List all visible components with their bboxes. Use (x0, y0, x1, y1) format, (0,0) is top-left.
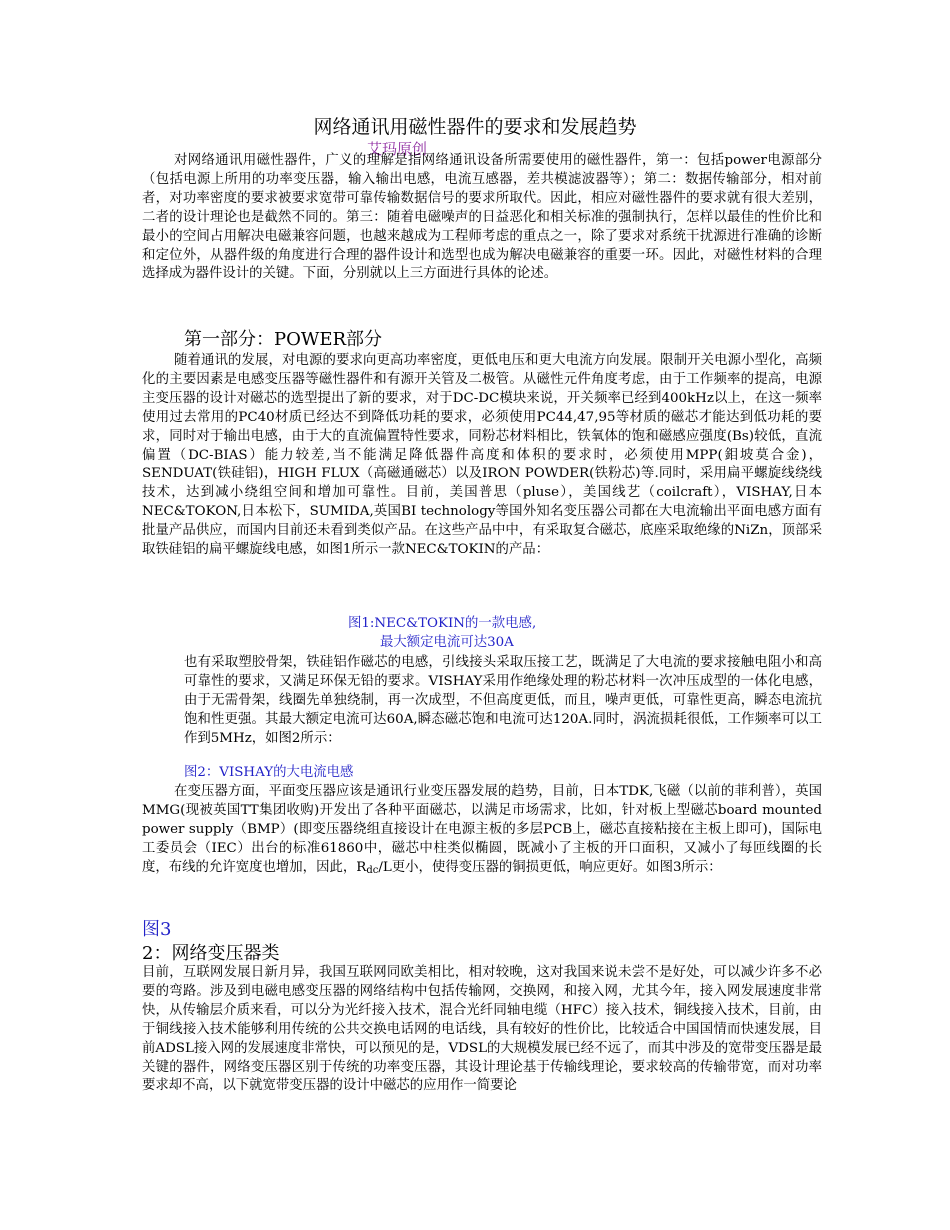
section1-paragraph-3 (142, 783, 822, 878)
rdc-subscript: dc (366, 864, 379, 876)
paragraph3-text-a: 在变压器方面，平面变压器应该是通讯行业变压器发展的趋势，目前，日本TDK,飞磁（以前的菲利普），英国MMG(现被英国TT集团收购)开发出了各种平面磁芯，以满足市场需求，比如，针对板上型磁芯board mounted power supply（BMP）(即变压器绕组直接设计在电源主板的多层PCB上，磁芯直接粘接在主板上即可)，国际电工委员会（IEC）出台的标准61860中，磁芯中柱类似椭圆，既减小了主板的开口面积，又减小了每匝线圈的长度，布线的允许宽度也增加，因此，R (142, 784, 822, 875)
section1-paragraph-1: 随着通讯的发展，对电源的要求向更高功率密度，更低电压和更大电流方向发展。限制开关电源小型化，高频化的主要因素是电感变压器等磁性器件和有源开关管及二极管。从磁性元件角度考虑，由于工作频率的提高，电源主变压器的设计对磁芯的选型提出了新的要求，对于DC-DC模块来说，开关频率已经到400kHz以上，在这一频率使用过去常用的PC40材质已经达不到降低功耗的要求，必须使用PC44,47,95等材质的磁芯才能达到低功耗的要求，同时对于输出电感，由于大的直流偏置特性要求，同粉芯材料相比，铁氧体的饱和磁感应强度(Bs)较低，直流偏置（DC-BIAS）能力较差,当不能满足降低器件高度和体积的要求时，必须使用MPP(鉬坡莫合金)，SENDUAT(铁硅铝)，HIGH FLUX（高磁通磁芯）以及IRON POWDER(铁粉芯)等.同时，采用扁平螺旋线绕线技术，达到减小绕组空间和增加可靠性。目前，美国普思（pluse），美国线艺（coilcraft），VISHAY,日本NEC&TOKON,日本松下，SUMIDA,英国BI technology等国外知名变压器公司都在大电流输出平面电感方面有批量产品供应，而国内目前还未看到类似产品。在这些产品中中，有采取复合磁芯，底座采取绝缘的NiZn，顶部采取铁硅铝的扁平螺旋线电感，如图1所示一款NEC&TOKIN的产品： (142, 353, 823, 558)
paragraph3-text-b: /L更小，使得变压器的铜损更低，响应更好。如图3所示： (378, 859, 722, 875)
section1-paragraph-2: 也有采取塑胶骨架，铁硅铝作磁芯的电感，引线接头采取压接工艺，既满足了大电流的要求接触电阻小和高可靠性的要求，又满足环保无铅的要求。VISHAY采用作绝缘处理的粉芯材料一次冲压成型的一体化电感，由于无需骨架，线圈先单独绕制，再一次成型，不但高度更低，而且，噪声更低，可靠性更高，瞬态电流抗饱和性更强。其最大额定电流可达60A,瞬态磁芯饱和电流可达120A.同时，涡流损耗很低，工作频率可以工作到5MHz，如图2所示： (184, 655, 822, 746)
section2-paragraph-1: 目前，互联网发展日新月异，我国互联网同欧美相比，相对较晚，这对我国来说未尝不是好处，可以减少许多不必要的弯路。涉及到电磁电感变压器的网络结构中包括传输网，交换网，和接入网，尤其今年，接入网发展速度非常快，从传输层介质来看，可以分为光纤接入技术，混合光纤同轴电缆（HFC）接入技术，铜线接入技术，目前，由于铜线接入技术能够利用传统的公共交换电话网的电话线，具有较好的性价比，比较适合中国国情而快速发展，目前ADSL接入网的发展速度非常快，可以预见的是，VDSL的大规模发展已经不远了，而其中涉及的宽带变压器是最关键的器件，网络变压器区别于传统的功率变压器，其设计理论基于传输线理论，要求较高的传输带宽，而对功率要求却不高，以下就宽带变压器的设计中磁芯的应用作一简要论 (142, 965, 822, 1094)
figure1-caption-line1: 图1:NEC&TOKIN的一款电感, (348, 616, 537, 631)
author-name: 艾玛原创 (367, 140, 428, 158)
section1-heading: 第一部分：POWER部分 (184, 329, 383, 350)
figure2-caption: 图2：VISHAY的大电流电感 (184, 765, 354, 780)
intro-paragraph: 对网络通讯用磁性器件，广义的理解是指网络通讯设备所需要使用的磁性器件，第一：包括power电源部分（包括电源上所用的功率变压器，输入输出电感，电流互感器，差共模滤波器等）；第二：数据传输部分，相对前者，对功率密度的要求被要求宽带可靠传输数据信号的要求所取代。因此，相应对磁性器件的要求就有很大差别，二者的设计理论也是截然不同的。第三：随着电磁噪声的日益恶化和相关标准的强制执行，怎样以最佳的性价比和最小的空间占用解决电磁兼容问题，也越来越成为工程师考虑的重点之一，除了要求对系统干扰源进行准确的诊断和定位外，从器件级的角度进行合理的器件设计和选型也成为解决电磁兼容的重要一环。因此，对磁性材料的合理选择成为器件设计的关键。下面，分别就以上三方面进行具体的论述。 (142, 153, 822, 282)
figure1-caption-line2: 最大额定电流可达30A (380, 635, 514, 650)
section2-heading: 2：网络变压器类 (142, 943, 280, 964)
document-title: 网络通讯用磁性器件的要求和发展趋势 (313, 116, 637, 138)
figure3-label: 图3 (142, 919, 172, 940)
